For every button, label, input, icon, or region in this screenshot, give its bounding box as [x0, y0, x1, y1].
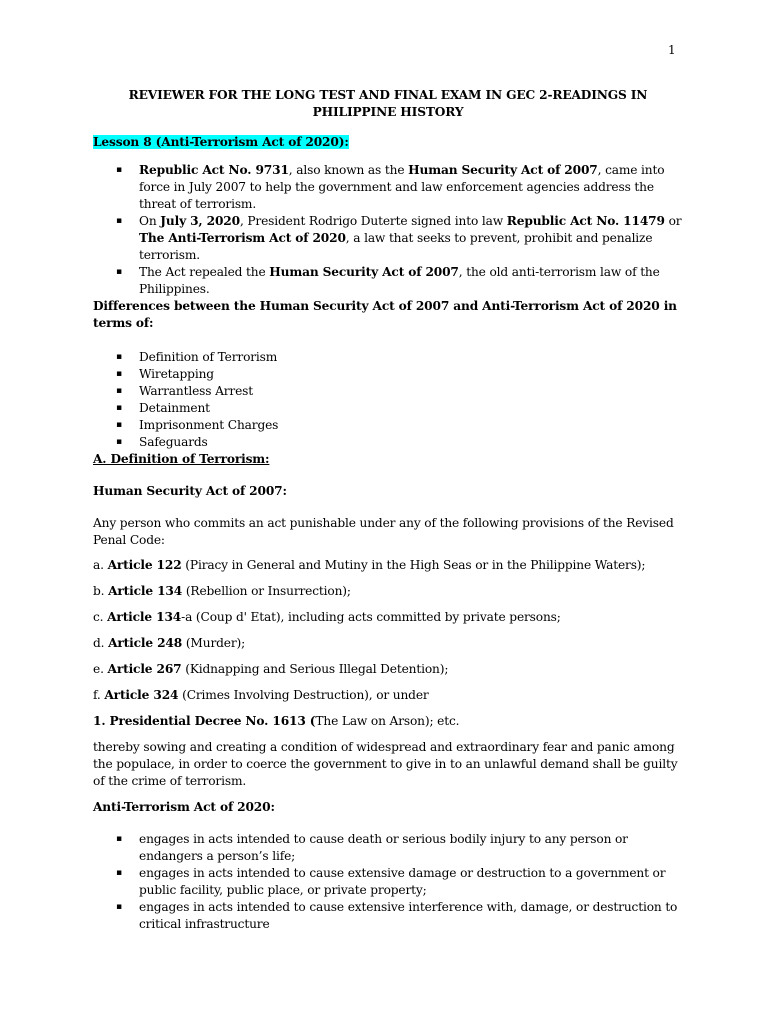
- bullet-icon: ▪: [116, 386, 122, 396]
- list-item: [93, 899, 683, 933]
- text: -a (Coup d' Etat), including acts committed by private persons;: [181, 610, 561, 624]
- list-item-label: Wiretapping: [139, 367, 214, 381]
- list-item: [93, 366, 683, 383]
- list-item: [93, 264, 683, 298]
- document-title: REVIEWER FOR THE LONG TEST AND FINAL EXAM IN GEC 2-READINGS IN PHILIPPINE HISTORY: [128, 88, 648, 119]
- text: On: [139, 214, 161, 228]
- text: (Piracy in General and Mutiny in the High Seas or in the Philippine Waters);: [181, 558, 646, 572]
- list-item: [93, 865, 683, 899]
- text: (Rebellion or Insurrection);: [182, 584, 351, 598]
- text: , President Rodrigo Duterte signed into law: [239, 214, 507, 228]
- list-item-label: engages in acts intended to cause death or serious bodily injury to any person or endangers a person’s life;: [139, 832, 628, 863]
- bold-text: Human Security Act of 2007: [269, 265, 459, 279]
- list-item: [93, 349, 683, 366]
- ata-bullet-list: [93, 831, 683, 933]
- article-line: [93, 583, 683, 600]
- lesson-heading: [93, 134, 683, 151]
- bold-text: Republic Act No. 11479: [506, 214, 665, 228]
- highlighted-lesson-heading: Lesson 8 (Anti-Terrorism Act of 2020):: [93, 135, 349, 149]
- text: a.: [93, 558, 108, 572]
- bullet-icon: ▪: [116, 902, 122, 912]
- page-number: 1: [668, 43, 676, 57]
- article-line: [93, 713, 683, 730]
- text: , a law that seeks to prevent, prohibit and penalize terrorism.: [139, 231, 653, 262]
- list-item: [93, 434, 683, 451]
- text: , the old anti-terrorism law of the Philippines.: [139, 265, 660, 296]
- bold-text: Article 324: [104, 688, 179, 702]
- bold-text: 1. Presidential Decree No. 1613 (: [93, 714, 316, 728]
- text: b.: [93, 584, 109, 598]
- bullet-icon: ▪: [116, 420, 122, 430]
- text: or: [664, 214, 682, 228]
- bold-text: Article 134: [108, 584, 183, 598]
- bold-text: Article 248: [108, 636, 183, 650]
- list-item-label: Warrantless Arrest: [139, 384, 254, 398]
- bullet-icon: ▪: [116, 267, 122, 277]
- section-a-heading: A. Definition of Terrorism:: [93, 452, 270, 466]
- document-body: [93, 87, 683, 933]
- list-item: [93, 162, 683, 213]
- list-item-label: Detainment: [139, 401, 210, 415]
- list-item-label: Safeguards: [139, 435, 208, 449]
- bullet-icon: ▪: [116, 216, 122, 226]
- bold-text: Article 122: [107, 558, 182, 572]
- text: f.: [93, 688, 105, 702]
- bullet-icon: ▪: [116, 369, 122, 379]
- differences-heading: Differences between the Human Security Act of 2007 and Anti-Terrorism Act of 2020 in terms of:: [93, 299, 677, 330]
- bullet-icon: ▪: [116, 352, 122, 362]
- bullet-icon: ▪: [116, 834, 122, 844]
- list-item: [93, 417, 683, 434]
- list-item-label: engages in acts intended to cause extensive interference with, damage, or destruction to critical infrastructure: [139, 900, 678, 931]
- list-item-label: Imprisonment Charges: [139, 418, 279, 432]
- text: c.: [93, 610, 108, 624]
- list-item-label: engages in acts intended to cause extensive damage or destruction to a government or public facility, public place, or private property;: [139, 866, 666, 897]
- bullet-icon: ▪: [116, 165, 122, 175]
- bold-text: Republic Act No. 9731: [139, 163, 289, 177]
- article-line: [93, 635, 683, 652]
- text: The Law on Arson); etc.: [315, 714, 460, 728]
- text: (Kidnapping and Serious Illegal Detention);: [181, 662, 449, 676]
- bold-text: Article 267: [107, 662, 182, 676]
- ata-heading: Anti-Terrorism Act of 2020:: [93, 800, 275, 814]
- text: The Act repealed the: [139, 265, 270, 279]
- list-item: [93, 831, 683, 865]
- intro-bullet-list: [93, 162, 683, 298]
- bold-text: July 3, 2020: [160, 214, 240, 228]
- article-line: [93, 661, 683, 678]
- text: (Murder);: [182, 636, 246, 650]
- bullet-icon: ▪: [116, 868, 122, 878]
- text: d.: [93, 636, 109, 650]
- text: , also known as the: [288, 163, 409, 177]
- text: (Crimes Involving Destruction), or under: [178, 688, 429, 702]
- article-line: [93, 687, 683, 704]
- hsa-conclusion: thereby sowing and creating a condition of widespread and extraordinary fear and panic among the populace, in order to coerce the government to give in to an unlawful demand shall be guilty of the crime of terrorism.: [93, 740, 678, 788]
- bullet-icon: ▪: [116, 403, 122, 413]
- article-line: [93, 557, 683, 574]
- bold-text: Human Security Act of 2007: [408, 163, 598, 177]
- bold-text: Article 134: [107, 610, 182, 624]
- hsa-intro: Any person who commits an act punishable under any of the following provisions of the Revised Penal Code:: [93, 516, 674, 547]
- text: e.: [93, 662, 108, 676]
- list-item: [93, 400, 683, 417]
- bold-text: The Anti-Terrorism Act of 2020: [139, 231, 346, 245]
- list-item: [93, 383, 683, 400]
- list-item-label: Definition of Terrorism: [139, 350, 278, 364]
- list-item: [93, 213, 683, 264]
- hsa-heading: Human Security Act of 2007:: [93, 484, 287, 498]
- differences-list: [93, 349, 683, 451]
- text: , came into force in July 2007 to help the government and law enforcement agencies address the threat of terrorism.: [139, 163, 665, 211]
- article-line: [93, 609, 683, 626]
- bullet-icon: ▪: [116, 437, 122, 447]
